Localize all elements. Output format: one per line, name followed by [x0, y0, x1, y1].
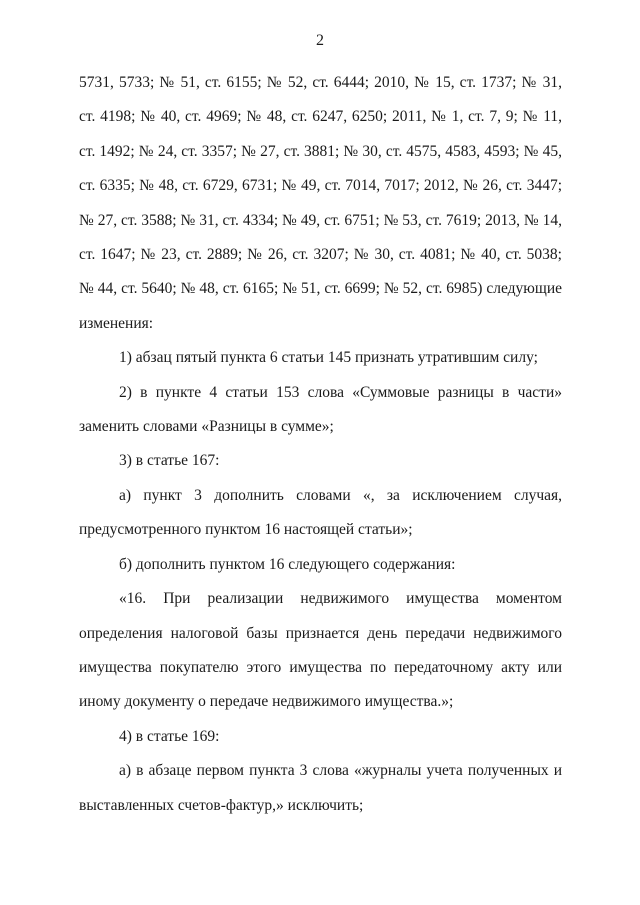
text-line: выставленных счетов-фактур,» исключить;: [79, 796, 364, 814]
paragraph: [79, 548, 562, 582]
paragraph: [79, 376, 562, 445]
paragraph: [79, 720, 562, 754]
paragraph: [79, 341, 562, 375]
text-line: ст. 6335; № 48, ст. 6729, 6731; № 49, ст. 7014, 7017; 2012, № 26, ст. 3447;: [79, 177, 562, 195]
text-line: а) пункт 3 дополнить словами «, за исключением случая,: [119, 486, 562, 504]
text-line: ст. 1647; № 23, ст. 2889; № 26, ст. 3207; № 30, ст. 4081; № 40, ст. 5038;: [79, 246, 562, 264]
text-line: имущества покупателю этого имущества по передаточному акту или: [79, 658, 562, 676]
text-line: 1) абзац пятый пункта 6 статьи 145 признать утратившим силу;: [119, 349, 538, 367]
text-line: 5731, 5733; № 51, ст. 6155; № 52, ст. 6444; 2010, № 15, ст. 1737; № 31,: [79, 74, 562, 91]
text-line: № 27, ст. 3588; № 31, ст. 4334; № 49, ст. 6751; № 53, ст. 7619; 2013, № 14,: [79, 211, 562, 229]
text-line: ст. 4198; № 40, ст. 4969; № 48, ст. 6247, 6250; 2011, № 1, ст. 7, 9; № 11,: [79, 108, 562, 126]
text-line: 3) в статье 167:: [119, 452, 220, 470]
paragraph: [79, 582, 562, 720]
page-number: 2: [316, 32, 324, 49]
paragraph: [79, 444, 562, 478]
text-line: «16. При реализации недвижимого имущества моментом: [119, 590, 562, 608]
text-line: определения налоговой базы признается день передачи недвижимого: [79, 624, 562, 642]
paragraph: [79, 754, 562, 823]
document-body: [79, 66, 562, 823]
paragraph: [79, 66, 562, 341]
text-line: б) дополнить пунктом 16 следующего содержания:: [119, 555, 456, 573]
text-line: изменения:: [79, 314, 154, 332]
text-line: 4) в статье 169:: [119, 727, 220, 745]
text-line: 2) в пункте 4 статьи 153 слова «Суммовые разницы в части»: [119, 383, 562, 401]
text-line: заменить словами «Разницы в сумме»;: [79, 418, 334, 436]
text-line: ст. 1492; № 24, ст. 3357; № 27, ст. 3881; № 30, ст. 4575, 4583, 4593; № 45,: [79, 142, 562, 160]
text-line: а) в абзаце первом пункта 3 слова «журналы учета полученных и: [119, 762, 562, 780]
text-line: предусмотренного пунктом 16 настоящей статьи»;: [79, 521, 413, 539]
paragraph: [79, 479, 562, 548]
text-line: иному документу о передаче недвижимого имущества.»;: [79, 693, 454, 711]
text-line: № 44, ст. 5640; № 48, ст. 6165; № 51, ст. 6699; № 52, ст. 6985) следующие: [79, 280, 562, 298]
